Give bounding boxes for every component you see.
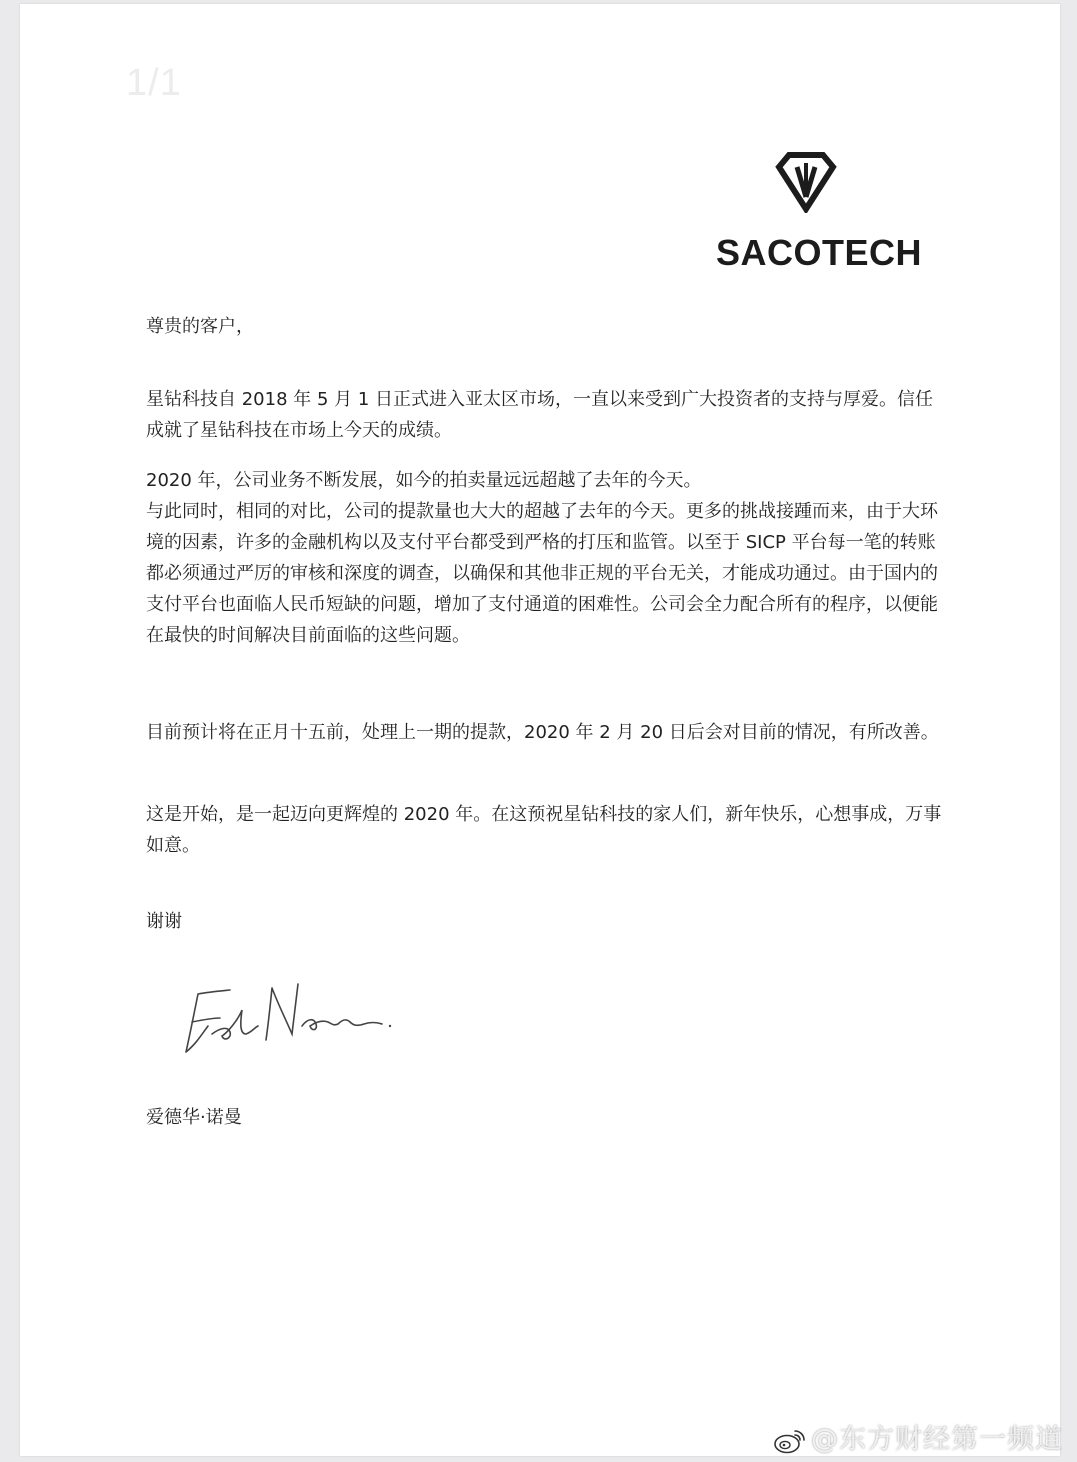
- letter-page: [20, 4, 1060, 1456]
- paragraph-2: 2020 年，公司业务不断发展，如今的拍卖量远远超越了去年的今天。 与此同时，相同的对比，公司的提款量也大大的超越了去年的今天。更多的挑战接踵而来，由于大环境的因素，许多的金融机构以及支付平台都受到严格的打压和监管。以至于 SICP 平台每一笔的转账都必须通过严厉的审核和深度的调查，以确保和其他非正规的平台无关，才能成功通过。由于国内的支付平台也面临人民币短缺的问题，增加了支付通道的困难性。公司会全力配合所有的程序，以便能在最快的时间解决目前面临的这些问题。: [146, 470, 938, 646]
- weibo-watermark: [773, 1417, 1063, 1456]
- weibo-icon: [773, 1427, 807, 1455]
- page-counter: 1/1: [126, 62, 182, 104]
- closing: 谢谢: [146, 911, 182, 932]
- signer-name: 爱德华·诺曼: [146, 1107, 242, 1128]
- greeting: 尊贵的客户，: [146, 316, 254, 337]
- paragraph-4: 这是开始，是一起迈向更辉煌的 2020 年。在这预祝星钻科技的家人们，新年快乐，心想事成，万事如意。: [146, 804, 942, 856]
- paragraph-3: 目前预计将在正月十五前，处理上一期的提款，2020 年 2 月 20 日后会对目前的情况，有所改善。: [146, 722, 939, 743]
- paragraph-1: 星钻科技自 2018 年 5 月 1 日正式进入亚太区市场，一直以来受到广大投资者的支持与厚爱。信任成就了星钻科技在市场上今天的成绩。: [146, 389, 934, 441]
- handwritten-signature: [168, 974, 408, 1064]
- watermark-text: @东方财经第一频道: [811, 1424, 1063, 1455]
- diamond-icon: [775, 151, 837, 213]
- company-logo-text: SACOTECH: [716, 232, 923, 273]
